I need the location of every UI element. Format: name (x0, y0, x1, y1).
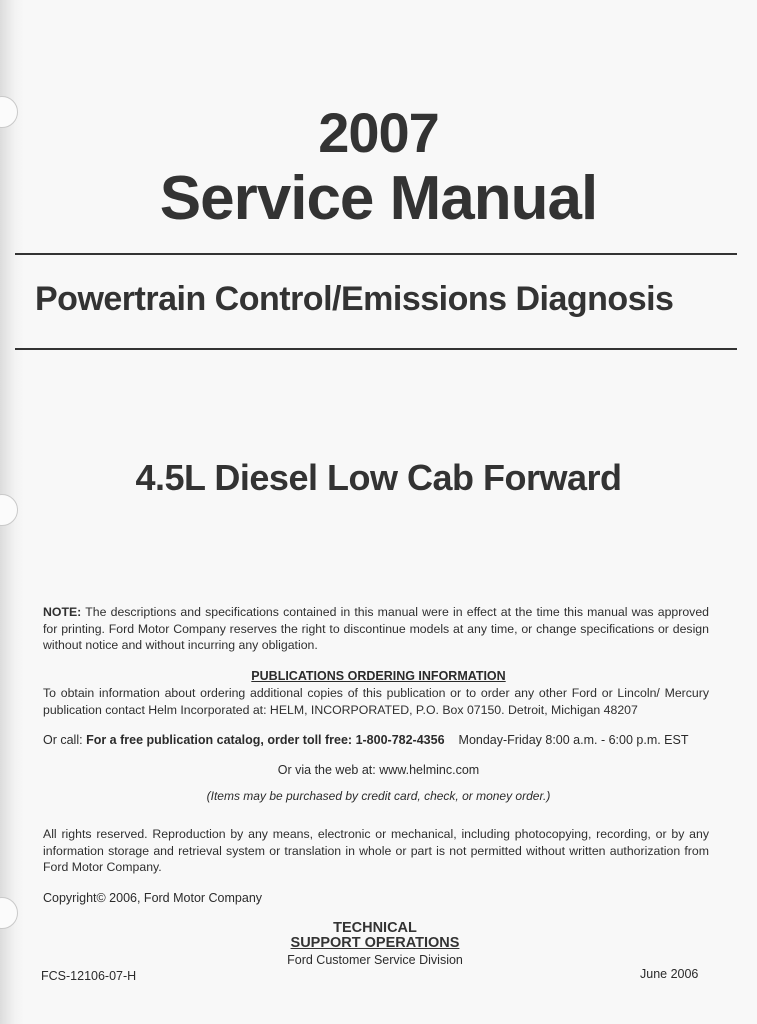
manual-title: Service Manual (159, 164, 598, 233)
copyright-line: Copyright© 2006, Ford Motor Company (43, 891, 263, 905)
division-name: Ford Customer Service Division (287, 953, 463, 967)
call-prefix: Or call: (43, 733, 83, 747)
note-label: NOTE: (43, 605, 82, 619)
call-line (43, 733, 688, 747)
divider-bottom (15, 348, 737, 350)
manual-subject: Powertrain Control/Emissions Diagnosis (35, 280, 674, 318)
divider-top (15, 253, 737, 255)
purchase-note: (Items may be purchased by credit card, check, or money order.) (206, 789, 551, 803)
rights-paragraph: All rights reserved. Reproduction by any means, electronic or mechanical, including photocopying, recording, or by any information storage and retrieval system or translation in whole or part is not permitted without written authorization from Ford Motor Company. (43, 827, 709, 874)
form-number: FCS-12106-07-H (41, 969, 137, 983)
note-paragraph (43, 604, 709, 654)
manual-year: 2007 (318, 101, 439, 164)
vehicle-model: 4.5L Diesel Low Cab Forward (135, 457, 622, 498)
toll-free-info: For a free publication catalog, order toll free: 1-800-782-4356 (86, 733, 445, 747)
ordering-heading: PUBLICATIONS ORDERING INFORMATION (251, 669, 506, 683)
department-line-1: TECHNICAL (333, 920, 417, 936)
department-line-2: SUPPORT OPERATIONS (290, 935, 460, 951)
note-text: The descriptions and specifications contained in this manual were in effect at the time this manual was approved for printing. Ford Motor Company reserves the right to discontinue models at any time, or change specifications or design without notice and without incurring any obligation. (43, 605, 710, 652)
publication-date: June 2006 (640, 967, 699, 981)
business-hours: Monday-Friday 8:00 a.m. - 6:00 p.m. EST (458, 733, 689, 747)
ordering-text: To obtain information about ordering additional copies of this publication or to order any other Ford or Lincoln/ Mercury publication contact Helm Incorporated at: HELM, INCORPORATED, P.O. Box 07150. Detroit, Michigan 48207 (43, 686, 709, 717)
web-address-line: Or via the web at: www.helminc.com (277, 763, 480, 777)
